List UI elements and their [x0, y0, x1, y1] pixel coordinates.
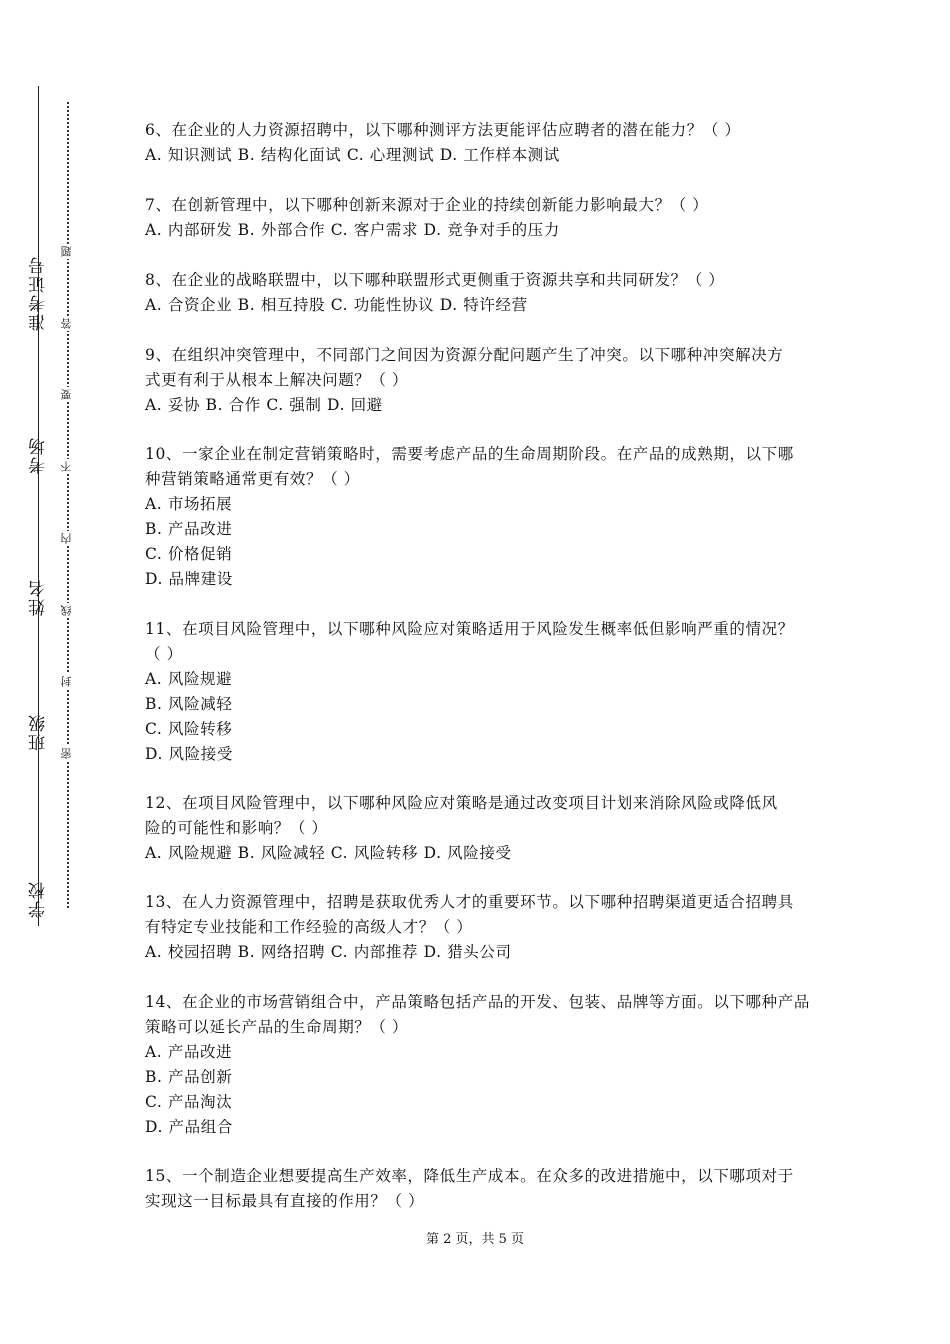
- field-label-exam-room: 考场: [29, 436, 49, 474]
- option-b: B. 产品创新: [145, 1068, 233, 1086]
- question-14: [145, 990, 815, 1140]
- seal-char: 内: [60, 531, 76, 546]
- question-10: [145, 442, 815, 592]
- option-a: A. 市场拓展: [145, 495, 233, 513]
- option-b: B. 风险减轻: [145, 695, 233, 713]
- option-c: C. 风险转移: [145, 720, 233, 738]
- page-footer: 第 2 页，共 5 页: [425, 1232, 525, 1247]
- question-13: [145, 890, 815, 965]
- question-9: [145, 343, 815, 418]
- option-c: C. 产品淘汰: [145, 1093, 233, 1111]
- question-text: （ ）: [145, 645, 183, 663]
- field-label-name: 姓名: [29, 578, 49, 616]
- question-text: 6、在企业的人力资源招聘中，以下哪种测评方法更能评估应聘者的潜在能力？（ ）: [145, 121, 741, 139]
- question-text: 策略可以延长产品的生命周期？（ ）: [145, 1018, 409, 1036]
- seal-char: 答: [60, 316, 76, 331]
- question-text: 8、在企业的战略联盟中，以下哪种联盟形式更侧重于资源共享和共同研发？（ ）: [145, 271, 725, 289]
- question-text: 9、在组织冲突管理中，不同部门之间因为资源分配问题产生了冲突。以下哪种冲突解决方: [145, 346, 784, 364]
- question-options: A. 内部研发 B. 外部合作 C. 客户需求 D. 竞争对手的压力: [145, 221, 560, 239]
- field-label-class: 班级: [29, 713, 49, 751]
- question-6: [145, 118, 815, 168]
- question-options: A. 妥协 B. 合作 C. 强制 D. 回避: [145, 396, 383, 414]
- question-options: A. 知识测试 B. 结构化面试 C. 心理测试 D. 工作样本测试: [145, 146, 560, 164]
- question-text: 11、在项目风险管理中，以下哪种风险应对策略适用于风险发生概率低但影响严重的情况？: [145, 620, 794, 638]
- question-text: 13、在人力资源管理中，招聘是获取优秀人才的重要环节。以下哪种招聘渠道更适合招聘具: [145, 893, 794, 911]
- field-label-exam-id: 准考证号: [29, 255, 49, 331]
- option-a: A. 风险规避: [145, 670, 233, 688]
- question-12: [145, 791, 815, 866]
- binding-solid-line: [38, 86, 39, 926]
- question-text: 种营销策略通常更有效？（ ）: [145, 470, 360, 488]
- option-d: D. 风险接受: [145, 745, 233, 763]
- seal-char: 封: [60, 674, 76, 689]
- question-text: 险的可能性和影响？（ ）: [145, 819, 328, 837]
- option-d: D. 产品组合: [145, 1118, 233, 1136]
- seal-char: 密: [60, 746, 76, 761]
- question-11: [145, 617, 815, 767]
- option-b: B. 产品改进: [145, 520, 233, 538]
- question-text: 14、在企业的市场营销组合中，产品策略包括产品的开发、包装、品牌等方面。以下哪种产品: [145, 993, 810, 1011]
- question-text: 12、在项目风险管理中，以下哪种风险应对策略是通过改变项目计划来消除风险或降低风: [145, 794, 778, 812]
- question-text: 10、一家企业在制定营销策略时，需要考虑产品的生命周期阶段。在产品的成熟期，以下哪: [145, 445, 794, 463]
- question-options: A. 校园招聘 B. 网络招聘 C. 内部推荐 D. 猎头公司: [145, 943, 512, 961]
- option-d: D. 品牌建设: [145, 570, 233, 588]
- question-text: 15、一个制造企业想要提高生产效率，降低生产成本。在众多的改进措施中，以下哪项对于: [145, 1167, 794, 1185]
- seal-dotted-line: [67, 102, 69, 908]
- field-label-school: 学校: [29, 880, 49, 918]
- question-text: 式更有利于从根本上解决问题？（ ）: [145, 371, 409, 389]
- question-options: A. 风险规避 B. 风险减轻 C. 风险转移 D. 风险接受: [145, 844, 512, 862]
- option-a: A. 产品改进: [145, 1043, 233, 1061]
- question-15: [145, 1164, 815, 1214]
- question-options: A. 合资企业 B. 相互持股 C. 功能性协议 D. 特许经营: [145, 296, 528, 314]
- question-8: [145, 268, 815, 318]
- seal-char: 线: [60, 603, 76, 618]
- seal-char: 要: [60, 387, 76, 402]
- question-text: 有特定专业技能和工作经验的高级人才？（ ）: [145, 918, 473, 936]
- question-7: [145, 193, 815, 243]
- option-c: C. 价格促销: [145, 545, 233, 563]
- question-text: 实现这一目标最具有直接的作用？（ ）: [145, 1192, 425, 1210]
- seal-char: 题: [60, 244, 76, 259]
- seal-char: 不: [60, 459, 76, 474]
- question-text: 7、在创新管理中，以下哪种创新来源对于企业的持续创新能力影响最大？（ ）: [145, 196, 709, 214]
